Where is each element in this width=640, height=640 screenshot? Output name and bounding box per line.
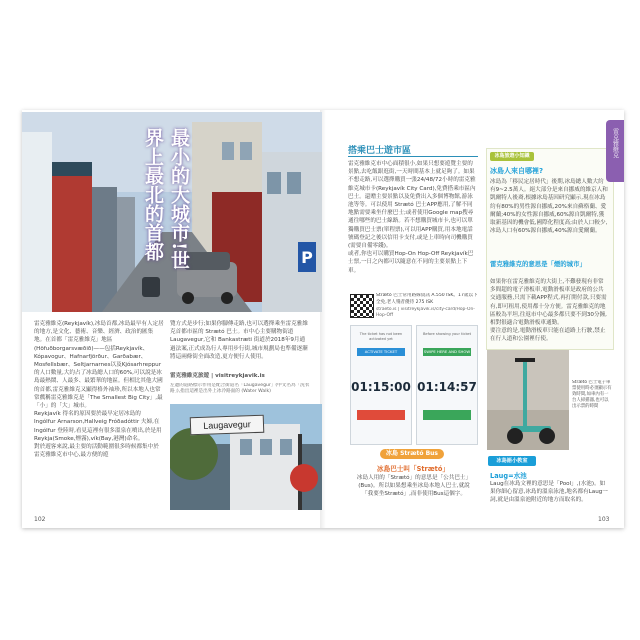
scooter-caption: Strætó 巴士電子車票使用時必須顯示有效時間,如車內有一台人掃描器,也可以出示票的時間 (572, 380, 612, 409)
right-page-number: 103 (598, 516, 610, 523)
ticket-label: Before showing your ticket (422, 332, 472, 336)
sidebar-r-title: 雷克雅維克的意思是「煙的城市」 (490, 260, 586, 268)
left-caption: 雷克雅維克旅遊 | visitreykjavik.is (170, 373, 265, 379)
qr-link: straeto.is | visitreykjavik.is/city-card/Hop-On-Hop-Off (376, 307, 475, 318)
bus-title: 冰島巴士叫「Strætó」 (377, 465, 449, 473)
sidebar-r-text: 如果你在雷克雅維克的大街上,不難發現有非常多間超的電子滑板車,電動滑板車是政府的公共交通服務,只需下載APP程式,再打開付款,只要需有,即可租用,使用都十分方便。雷克雅維克的地區較為平坦,往返市中心最多都只要不到30分鐘,相對很適合電動滑板車通勤。 要注意的是,電動滑板車只能在道路上行駛,禁止在行人道和公園裡行使。 (490, 279, 607, 343)
ticket-screen-1 (350, 325, 412, 445)
left-body-col1: 雷克雅維克(Reykjavík),冰島首都,冰島最早有人定居的地方,是文化、藝術、音樂、經濟、政治的匯集地。在首都「雷克雅維克」地區(Höfuðborgarsvæðið)——包括Reykjavík、Kópavogur、Hafnarfjörður、Garðabær、Mosfellsbær、Seltjarnarnes以及Kjósarhreppur的人口數量,大約占了冰島總人口的60%,可以說是冰島最熱鬧、人最多、最繁華的地區。但相比其他大國的首都,雷克雅維克又顯得格外袖珍,所以本地人也常常戲稱雷克雅維克是「The Smallest Big City」,最「小」的「大」城市。 Reykjavík 得名的原因要於最早定居冰島的 Ingólfur Arnarson,Hallveig Fróðadóttir 夫婦,在 Ingólfur 登陸時,看見這裡有很多溫泉在噴出,於是用 Reykja(Smoke,煙霧),vík(Bay,港灣)命名。 對於遊客來說,最主要的活動範圍很多時候都集中於雷克雅維克市中心,最方便的遊 (34, 321, 164, 459)
activate-ticket-button: ACTIVATE TICKET (357, 348, 405, 356)
thumb-tab-label: 雷克雅維克 (611, 128, 619, 158)
lake-tag: 冰島語小教室 (488, 456, 536, 466)
headline: 最小的大城市!世界上最北的首都 (142, 128, 190, 270)
headline-column (140, 128, 198, 278)
scooter-photo (487, 350, 569, 450)
section-title-rule (348, 156, 478, 157)
ticket-screen-2 (416, 325, 478, 445)
green-tag: 冰島旅遊小知識 (490, 152, 534, 161)
right-body: 雷克雅維克市中心面積很小,如果只想要遊覽主要的景點,去吃飯跟逛街,一天時間基本上就足夠了。如果不想走路,可以選擇購買一張24/48/72小時的雷克雅維克城市卡(Reykjavík City Card),免費搭乘市區內巴士。還贈主要景點以及免費出入多個博物館,游泳池等等。可以使用 Strætó 巴士APP應用,了解不同地點需要乘坐什麼巴士;或者使用Google map搜尋通往哪些的巴士線路。若不想購買城市卡,也可以單獨購買巴士票(單程票),可以用APP購買,用本地電話號碼登記之後以信用卡支付,或是上車時向司機購買(需要自備零錢)。 或者,你也可以購買Hop-On Hop-Off Reykjavík巴士票,一日之內都可以隨意在不同的主要景點上下車。 (348, 161, 476, 274)
ticket-label: The ticket has not been activated yet (359, 332, 403, 341)
ticket-bar (423, 410, 471, 420)
sidebar-q-title: 冰島人來自哪裡? (490, 167, 544, 175)
qr-caption: Strætó 巴士常用路線資訊 A.550 ISK。17歲以下全免,老人殘者優待 275 ISK (376, 293, 478, 305)
thumb-tab (606, 120, 624, 182)
section-title: 搭乘巴士遊市區 (348, 146, 412, 156)
ticket-time: 01:15:00 (351, 380, 411, 394)
bus-text: 冰島人用的「Strætó」的意思是「公共巴士」(Bus)。所以如果想乘坐冰島本地人巴士,就說「我要坐Strætó」,而非使用Bus這個字。 (356, 475, 472, 498)
sidebar-q-text: 冰島為「移民定居時代」後期,冰島總人數大約有9~2.5萬人。絕大部分是來自挪威的維京人和凱爾特人後裔,根據冰島基因研究顯示,現在冰島約有80%的男性源自挪威,20%來自蘇格蘭、愛爾蘭;40%的女性源自挪威,60%源自凱爾特,獲取新基因的機會低,國際化程度高;由於人口較少,冰島人口有60%源自挪威,40%源自愛爾蘭。 (490, 179, 608, 235)
qr-code (350, 294, 374, 318)
left-page-number: 102 (34, 516, 46, 523)
swipe-button: SWIPE HERE AND SHOW (423, 349, 471, 354)
lake-text: Laug在冰島文裡的意思是「Pool」,(水池)。如果你細心留意,冰島的溫泉泳池,地名都有Laug一詞,就是由溫泉池附近的地方而取名的。 (490, 481, 608, 504)
street-sign (190, 415, 265, 436)
svg-text:P: P (301, 248, 313, 267)
street-sign-text: Laugavegur (203, 419, 251, 431)
left-quote: 左邊的道路標示作用是配合街道名「Laugavegur」(中文名為「洗衣路」),指出這裡是出外上冰冷路面的 (Water Walk) (170, 383, 310, 395)
left-body-col2: 覽方式是步行;如果你腳傳走路,也可以選擇乘坐雷克雅維克首都市區的 Strætó 巴士。市中心主要購物街道 Laugavegur,它和 Bankastræti 街道於2018年9月通過法案,正式成為行人專用步行街,城市規劃局也準備逐漸將這兩條街全面改造,更方便行人使用。 (170, 321, 308, 360)
ticket-time: 01:14:57 (417, 380, 477, 394)
bus-tag: 冰島 Strætó Bus (380, 449, 444, 459)
lake-title: Laug=水池 (490, 472, 527, 480)
ticket-bar (357, 410, 405, 420)
